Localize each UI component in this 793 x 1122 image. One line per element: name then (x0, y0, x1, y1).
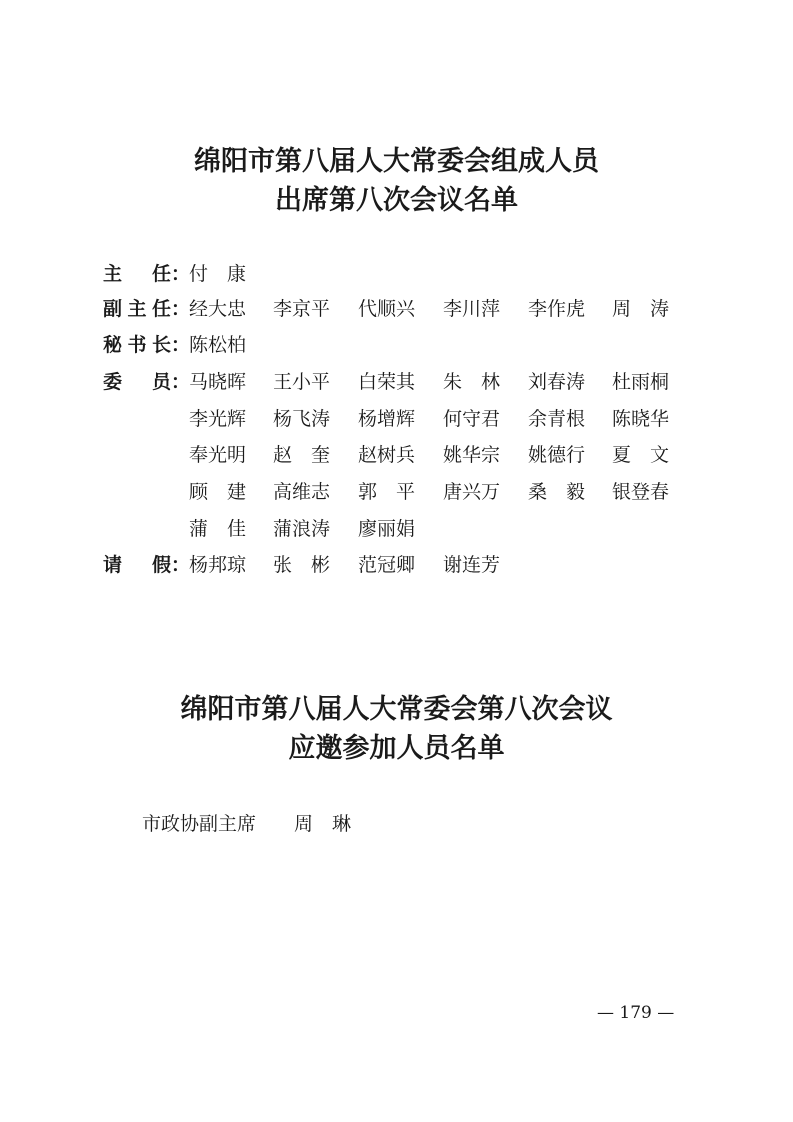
label-char: 任 (151, 298, 171, 320)
section2-title-line2: 应邀参加人员名单 (288, 733, 505, 764)
person-name: 朱林 (443, 371, 520, 393)
person-name: 白荣其 (358, 371, 416, 393)
invitee-row (142, 806, 370, 842)
label-members (103, 364, 171, 400)
label-char: 请 (103, 554, 123, 576)
colon: ： (171, 298, 191, 320)
label-char: 员 (151, 371, 171, 393)
label-secretary-general (103, 327, 171, 363)
person-name: 蒲佳 (189, 517, 266, 540)
person-name: 杨飞涛 (273, 407, 331, 430)
colon: ： (171, 263, 191, 285)
label-char: 任 (151, 263, 171, 285)
colon: ： (171, 554, 191, 576)
person-name: 经大忠 (189, 298, 247, 320)
person-name: 刘春涛 (528, 371, 586, 393)
person-name: 马晓晖 (189, 371, 247, 393)
invitee-name: 周琳 (294, 813, 371, 835)
person-name: 桑毅 (528, 481, 605, 504)
person-name: 蒲浪涛 (273, 517, 331, 540)
person-name: 杨增辉 (358, 407, 416, 430)
person-name: 范冠卿 (358, 554, 416, 576)
person-name: 余青根 (528, 407, 586, 430)
label-chairman (103, 256, 171, 292)
label-char: 主 (127, 298, 147, 320)
person-name: 赵奎 (273, 444, 350, 467)
label-char: 假 (151, 554, 171, 576)
person-name: 李作虎 (528, 298, 586, 320)
person-name: 张彬 (273, 554, 350, 576)
person-name: 廖丽娟 (358, 517, 416, 540)
label-char: 副 (103, 298, 123, 320)
person-name: 付康 (189, 263, 266, 285)
person-name: 代顺兴 (358, 298, 416, 320)
section2-title-line1: 绵阳市第八届人大常委会第八次会议 (180, 694, 613, 725)
person-name: 银登春 (612, 481, 670, 504)
label-char: 秘 (103, 334, 123, 356)
person-name: 王小平 (273, 371, 331, 393)
person-name: 顾建 (189, 481, 266, 504)
person-name: 杜雨桐 (612, 371, 670, 393)
person-name: 高维志 (273, 481, 331, 504)
person-name: 李京平 (273, 298, 331, 320)
person-name: 姚华宗 (443, 444, 501, 467)
invitee-role: 市政协副主席 (142, 813, 257, 835)
person-name: 杨邦琼 (189, 554, 247, 576)
section1-title-line2: 出席第八次会议名单 (275, 185, 518, 216)
person-name: 陈松柏 (189, 334, 247, 356)
person-name: 李川萍 (443, 298, 501, 320)
person-name: 李光辉 (189, 407, 247, 430)
person-name: 姚德行 (528, 444, 586, 467)
label-char: 书 (127, 334, 147, 356)
colon: ： (171, 334, 191, 356)
label-char: 长 (151, 334, 171, 356)
label-vice-chairman (103, 291, 171, 327)
page-number: — 179 — (597, 1003, 675, 1023)
person-name: 何守君 (443, 407, 501, 430)
person-name: 唐兴万 (443, 481, 501, 504)
person-name: 赵树兵 (358, 444, 416, 467)
person-name: 周涛 (612, 298, 689, 320)
person-name: 夏文 (612, 444, 689, 467)
person-name: 谢连芳 (443, 554, 501, 576)
person-name: 陈晓华 (612, 407, 670, 430)
person-name: 奉光明 (189, 444, 247, 467)
label-on-leave (103, 547, 171, 583)
section1-title-line1: 绵阳市第八届人大常委会组成人员 (194, 146, 599, 177)
person-name: 郭平 (358, 481, 435, 504)
label-char: 委 (103, 371, 123, 393)
label-char: 主 (103, 263, 123, 285)
colon: ： (171, 371, 191, 393)
